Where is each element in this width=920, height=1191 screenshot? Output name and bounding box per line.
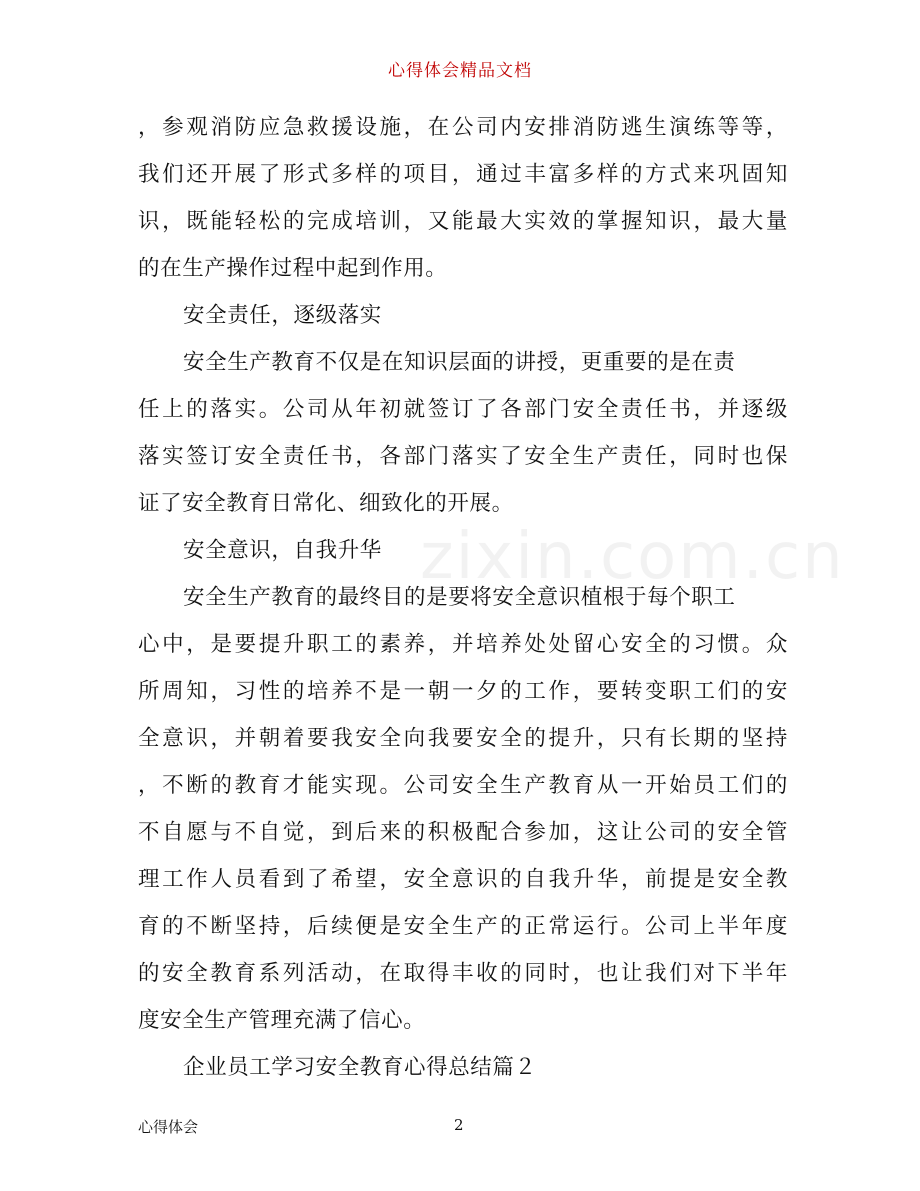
section-heading: 安全意识，自我升华 (183, 538, 382, 563)
body-text-line: 所周知，习性的培养不是一朝一夕的工作，要转变职工们的安 (138, 679, 788, 704)
body-text-line: 理工作人员看到了希望，安全意识的自我升华，前提是安全教 (138, 867, 788, 892)
body-text-line: 的安全教育系列活动，在取得丰收的同时，也让我们对下半年 (138, 961, 788, 986)
body-text-line: 我们还开展了形式多样的项目，通过丰富多样的方式来巩固知 (138, 162, 788, 187)
body-text-line: 安全生产教育的最终目的是要将安全意识植根于每个职工 (183, 585, 736, 610)
body-text-line: 安全生产教育不仅是在知识层面的讲授，更重要的是在责 (183, 350, 736, 375)
body-text-line: 度安全生产管理充满了信心。 (138, 1008, 426, 1033)
body-text-line: ，不断的教育才能实现。公司安全生产教育从一开始员工们的 (138, 773, 788, 798)
body-text-line: 不自愿与不自觉，到后来的积极配合参加，这让公司的安全管 (138, 820, 788, 845)
section-heading: 安全责任，逐级落实 (183, 303, 382, 328)
footer-label: 心得体会 (138, 1118, 199, 1136)
body-text-line: 证了安全教育日常化、细致化的开展。 (138, 491, 514, 516)
body-text-line: 落实签订安全责任书，各部门落实了安全生产责任，同时也保 (138, 444, 788, 469)
watermark: zixin.com.cn (420, 520, 845, 594)
body-text-line: 的在生产操作过程中起到作用。 (138, 256, 448, 281)
body-text-line: 心中，是要提升职工的素养，并培养处处留心安全的习惯。众 (138, 632, 788, 657)
body-text-line: ，参观消防应急救援设施，在公司内安排消防逃生演练等等， (138, 115, 788, 140)
body-text-line: 全意识，并朝着要我安全向我要安全的提升，只有长期的坚持 (138, 726, 788, 751)
body-text-line: 育的不断坚持，后续便是安全生产的正常运行。公司上半年度 (138, 914, 788, 939)
body-text-line: 识，既能轻松的完成培训，又能最大实效的掌握知识，最大量 (138, 209, 788, 234)
body-text-line: 任上的落实。公司从年初就签订了各部门安全责任书，并逐级 (138, 397, 788, 422)
section-heading: 企业员工学习安全教育心得总结篇２ (183, 1055, 537, 1080)
page-number: 2 (454, 1116, 464, 1134)
document-body (138, 104, 788, 1091)
page-header-title: 心得体会精品文档 (388, 61, 532, 81)
